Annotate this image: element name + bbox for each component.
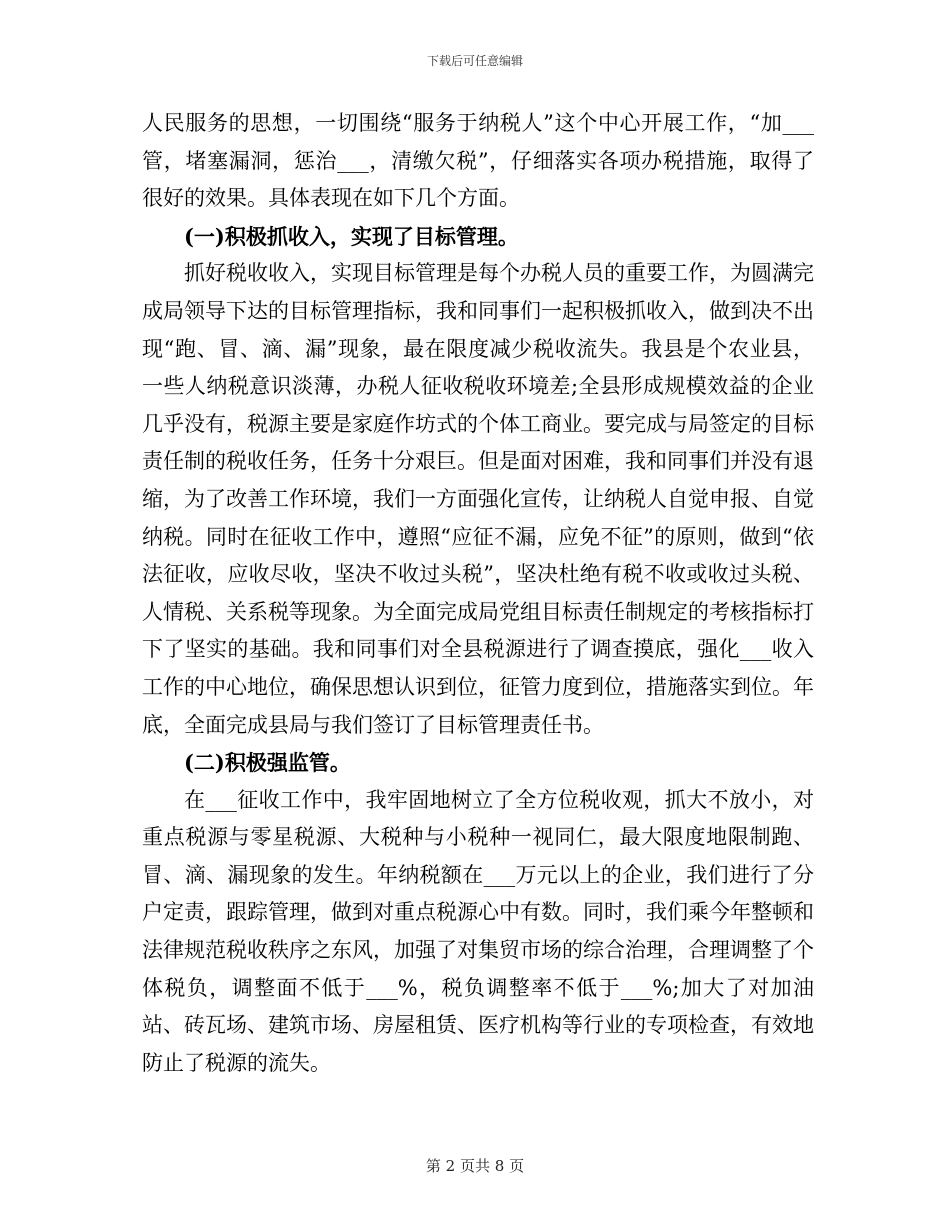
section-heading-2: (二)积极强监管。 [184, 750, 351, 776]
page-footer: 第 2 页共 8 页 [425, 1157, 525, 1175]
page-header: 下载后可任意编辑 [426, 54, 523, 68]
paragraph-intro: 人民服务的思想，一切围绕“服务于纳税人”这个中心开展工作，“加___管，堵塞漏洞，惩治___，清缴欠税”，仔细落实各项办税措施，取得了很好的效果。具体表现在如下几个方面。 [142, 111, 814, 211]
paragraph-section-1: 抓好税收收入，实现目标管理是每个办税人员的重要工作，为圆满完成局领导下达的目标管理指标，我和同事们一起积极抓收入，做到决不出现“跑、冒、滴、漏”现象，最在限度减少税收流失。我县是个农业县，一些人纳税意识淡薄，办税人征收税收环境差;全县形成规模效益的企业几乎没有，税源主要是家庭作坊式的个体工商业。要完成与局签定的目标责任制的税收任务，任务十分艰巨。但是面对困难，我和同事们并没有退缩，为了改善工作环境，我们一方面强化宣传，让纳税人自觉申报、自觉纳税。同时在征收工作中，遵照“应征不漏，应免不征”的原则，做到“依法征收，应收尽收，坚决不收过头税”，坚决杜绝有税不收或收过头税、人情税、关系税等现象。为全面完成局党组目标责任制规定的考核指标打下了坚实的基础。我和同事们对全县税源进行了调查摸底，强化___收入工作的中心地位，确保思想认识到位，征管力度到位，措施落实到位。年底，全面完成县局与我们签订了目标管理责任书。 [142, 261, 814, 737]
section-heading-1: (一)积极抓收入，实现了目标管理。 [184, 223, 519, 249]
document-body [142, 105, 814, 1082]
paragraph-section-2: 在___征收工作中，我牢固地树立了全方位税收观，抓大不放小，对重点税源与零星税源、大税种与小税种一视同仁，最大限度地限制跑、冒、滴、漏现象的发生。年纳税额在___万元以上的企业，我们进行了分户定责，跟踪管理，做到对重点税源心中有数。同时，我们乘今年整顿和法律规范税收秩序之东风，加强了对集贸市场的综合治理，合理调整了个体税负，调整面不低于___%，税负调整率不低于___%;加大了对加油站、砖瓦场、建筑市场、房屋租赁、医疗机构等行业的专项检查，有效地防止了税源的流失。 [142, 787, 814, 1075]
